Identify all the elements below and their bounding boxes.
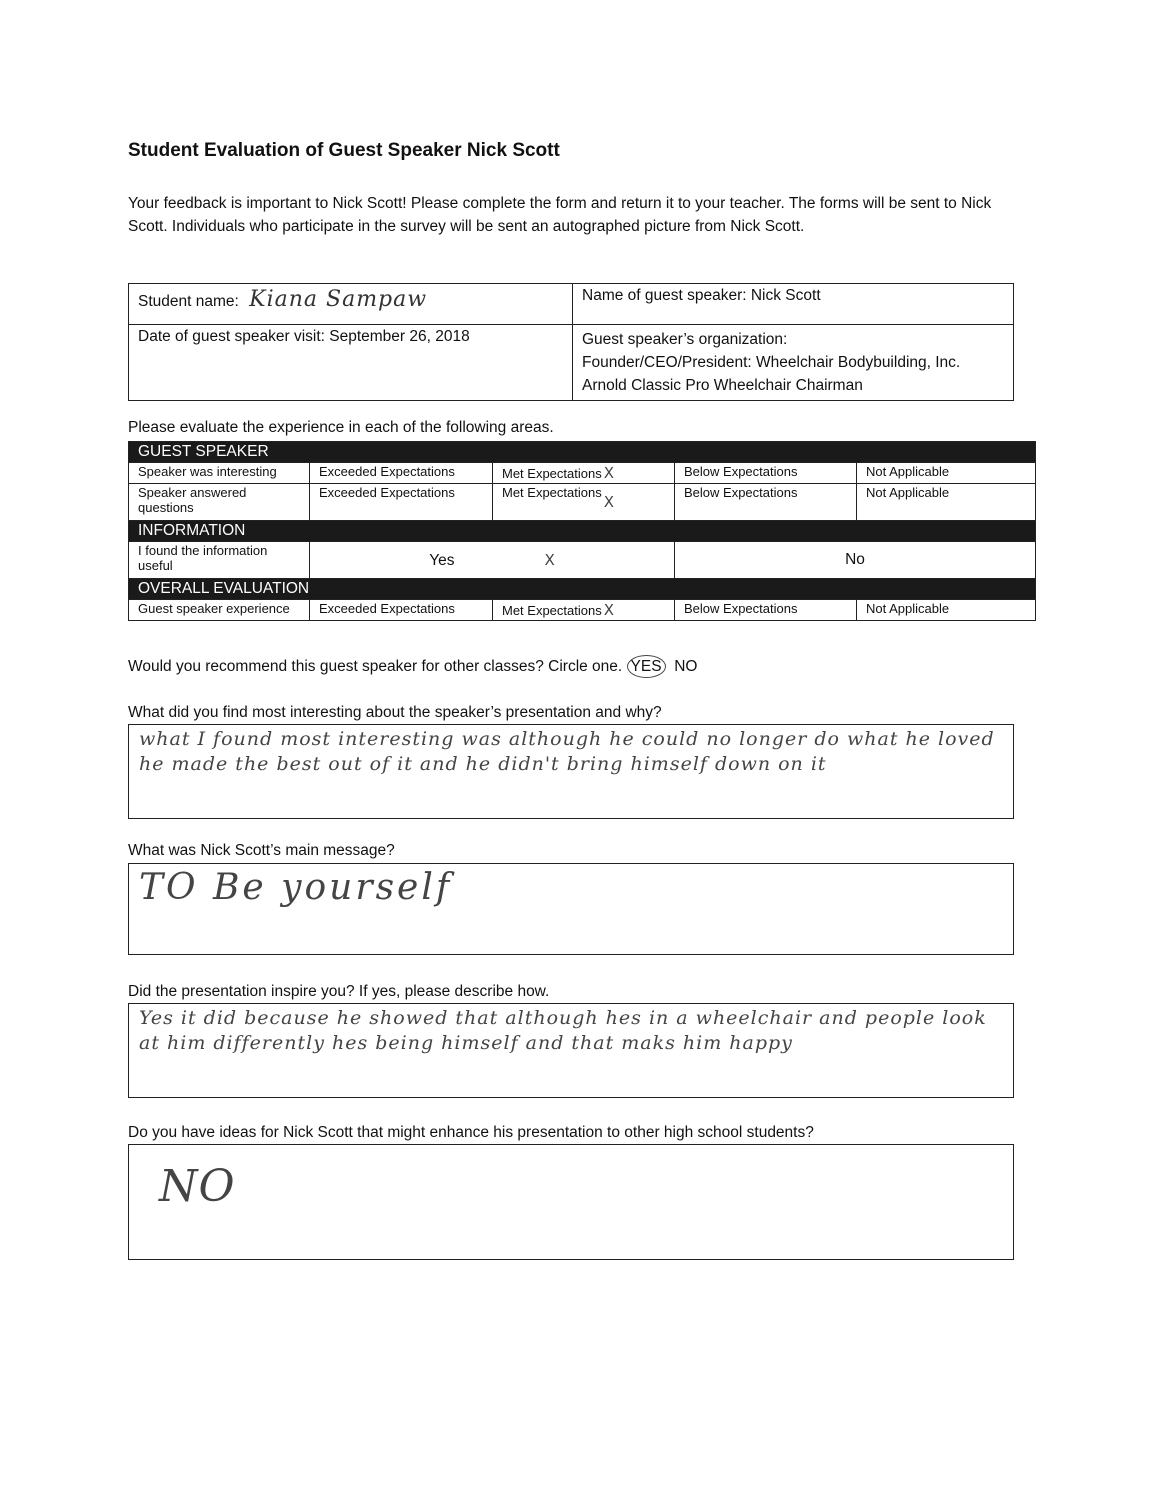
- row-label: Speaker answered questions: [129, 484, 310, 521]
- option-exceeded[interactable]: Exceeded Expectations: [310, 484, 493, 521]
- check-mark: X: [603, 601, 614, 619]
- organization-line-2: Arnold Classic Pro Wheelchair Chairman: [582, 377, 863, 394]
- visit-date-label: Date of guest speaker visit: September 26, 2018: [138, 328, 470, 345]
- option-exceeded[interactable]: Exceeded Expectations: [310, 463, 493, 484]
- recommend-question: Would you recommend this guest speaker for other classes? Circle one. YES NO: [128, 658, 697, 676]
- option-below[interactable]: Below Expectations: [675, 484, 857, 521]
- row-speaker-interesting: [129, 463, 1036, 484]
- recommend-no-option[interactable]: NO: [674, 658, 698, 675]
- section-guest-speaker: GUEST SPEAKER: [129, 442, 1036, 463]
- student-info-table: [128, 283, 1014, 401]
- option-met-selected[interactable]: Met Expectations X: [493, 600, 675, 621]
- evaluation-instruction: Please evaluate the experience in each of the following areas.: [128, 419, 554, 436]
- row-guest-speaker-experience: [129, 600, 1036, 621]
- evaluation-table: [128, 441, 1036, 621]
- student-name-cell[interactable]: [129, 284, 573, 325]
- organization-line-1: Founder/CEO/President: Wheelchair Bodybuilding, Inc.: [582, 354, 961, 371]
- answer-box-inspire[interactable]: [128, 1003, 1014, 1098]
- form-intro: Your feedback is important to Nick Scott! Please complete the form and return it to your teacher. The forms will be sent to Nick Scott. Individuals who participate in the survey will be sent an autographed picture from Nick Scott.: [128, 195, 992, 235]
- guest-speaker-name-cell: [573, 284, 1014, 325]
- check-mark: X: [544, 550, 555, 569]
- organization-label: Guest speaker’s organization:: [582, 331, 788, 348]
- answer-main-message: TO Be yourself: [139, 867, 453, 908]
- option-na[interactable]: Not Applicable: [857, 484, 1036, 521]
- student-name-label: Student name:: [138, 293, 239, 310]
- option-na[interactable]: Not Applicable: [857, 463, 1036, 484]
- option-below[interactable]: Below Expectations: [675, 600, 857, 621]
- option-exceeded[interactable]: Exceeded Expectations: [310, 600, 493, 621]
- answer-box-most-interesting[interactable]: [128, 724, 1014, 819]
- row-information-useful: [129, 542, 1036, 579]
- section-information: INFORMATION: [129, 521, 1036, 542]
- option-below[interactable]: Below Expectations: [675, 463, 857, 484]
- student-name-value: Kiana Sampaw: [249, 287, 428, 312]
- option-met-selected[interactable]: Met ExpectationsX: [493, 484, 675, 521]
- row-label: I found the information useful: [129, 542, 310, 579]
- question-ideas: Do you have ideas for Nick Scott that might enhance his presentation to other high school students?: [128, 1124, 814, 1141]
- answer-box-main-message[interactable]: [128, 863, 1014, 955]
- organization-cell: [573, 325, 1014, 401]
- answer-box-ideas[interactable]: [128, 1144, 1014, 1260]
- option-yes-selected[interactable]: Yes X: [310, 542, 675, 579]
- row-label: Speaker was interesting: [129, 463, 310, 484]
- visit-date-cell: [129, 325, 573, 401]
- answer-ideas: NO: [159, 1161, 236, 1212]
- question-main-message: What was Nick Scott’s main message?: [128, 842, 395, 859]
- form-title: Student Evaluation of Guest Speaker Nick Scott: [128, 140, 560, 161]
- option-met-selected[interactable]: Met Expectations X: [493, 463, 675, 484]
- answer-inspire: Yes it did because he showed that although hes in a wheelchair and people look at him differently hes being himself and that maks him happy: [139, 1007, 987, 1054]
- guest-speaker-name-label: Name of guest speaker: Nick Scott: [582, 287, 821, 304]
- section-overall-evaluation: OVERALL EVALUATION: [129, 579, 1036, 600]
- option-na[interactable]: Not Applicable: [857, 600, 1036, 621]
- check-mark: X: [603, 464, 614, 482]
- question-most-interesting: What did you find most interesting about the speaker’s presentation and why?: [128, 704, 662, 721]
- answer-most-interesting: what I found most interesting was although he could no longer do what he loved he made the best out of it and he didn't bring himself down on it: [139, 728, 995, 775]
- question-inspire: Did the presentation inspire you? If yes, please describe how.: [128, 983, 550, 1000]
- recommend-yes-option[interactable]: YES: [627, 655, 666, 678]
- row-label: Guest speaker experience: [129, 600, 310, 621]
- row-speaker-answered: [129, 484, 1036, 521]
- check-mark: X: [603, 493, 614, 511]
- option-no[interactable]: No: [675, 542, 1036, 579]
